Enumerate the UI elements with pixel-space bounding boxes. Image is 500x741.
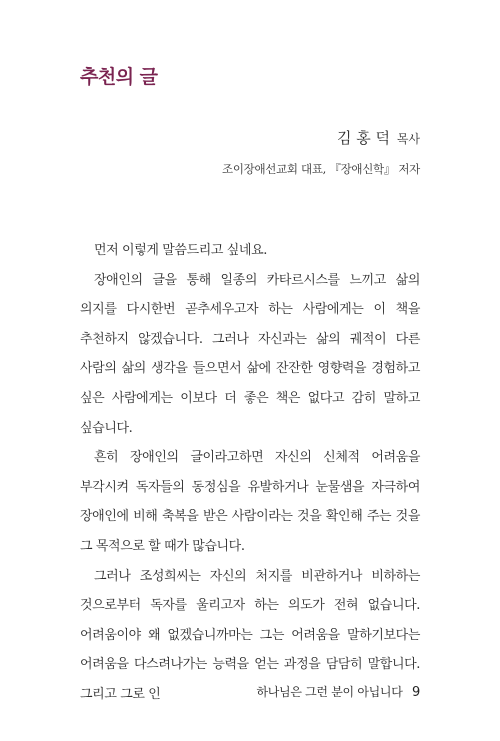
author-line — [222, 128, 420, 149]
author-block — [222, 128, 420, 177]
author-description: 조이장애선교회 대표, 『장애신학』 저자 — [222, 162, 420, 176]
paragraph: 장애인의 글을 통해 일종의 카타르시스를 느끼고 삶의 의지를 다시한번 곧추세우고자 하는 사람에게는 이 책을 추천하지 않겠습니다. 그러나 자신과는 삶의 궤적이 다른 사람의 삶의 생각을 들으면서 삶에 잔잔한 영향력을 경험하고 싶은 사람에게는 이보다 더 좋은 책은 없다고 감히 말하고 싶습니다. — [80, 272, 420, 436]
page-number: 9 — [412, 685, 420, 700]
page-footer — [256, 683, 420, 700]
paragraph: 먼저 이렇게 말씀드리고 싶네요. — [94, 243, 267, 258]
body-text — [80, 236, 420, 710]
paragraph: 그러나 조성희씨는 자신의 처지를 비관하거나 비하하는 것으로부터 독자를 울리고자 하는 의도가 전혀 없습니다. 어려움이야 왜 없겠습니까마는 그는 어려움을 말하기보다는 어려움을 다스려나가는 능력을 얻는 과정을 담담히 말합니다. 그리고 그로 인 — [80, 568, 420, 702]
author-name: 김 홍 덕 — [337, 129, 391, 147]
section-title: 추천의 글 — [80, 66, 158, 88]
paragraph: 흔히 장애인의 글이라고하면 자신의 신체적 어려움을 부각시켜 독자들의 동정심을 유발하거나 눈물샘을 자극하여 장애인에 비해 축복을 받은 사람이라는 것을 확인해 주는 것을 그 목적으로 할 때가 많습니다. — [80, 450, 420, 554]
author-role: 목사 — [396, 132, 420, 146]
running-book-title: 하나님은 그런 분이 아닙니다 — [256, 685, 403, 699]
